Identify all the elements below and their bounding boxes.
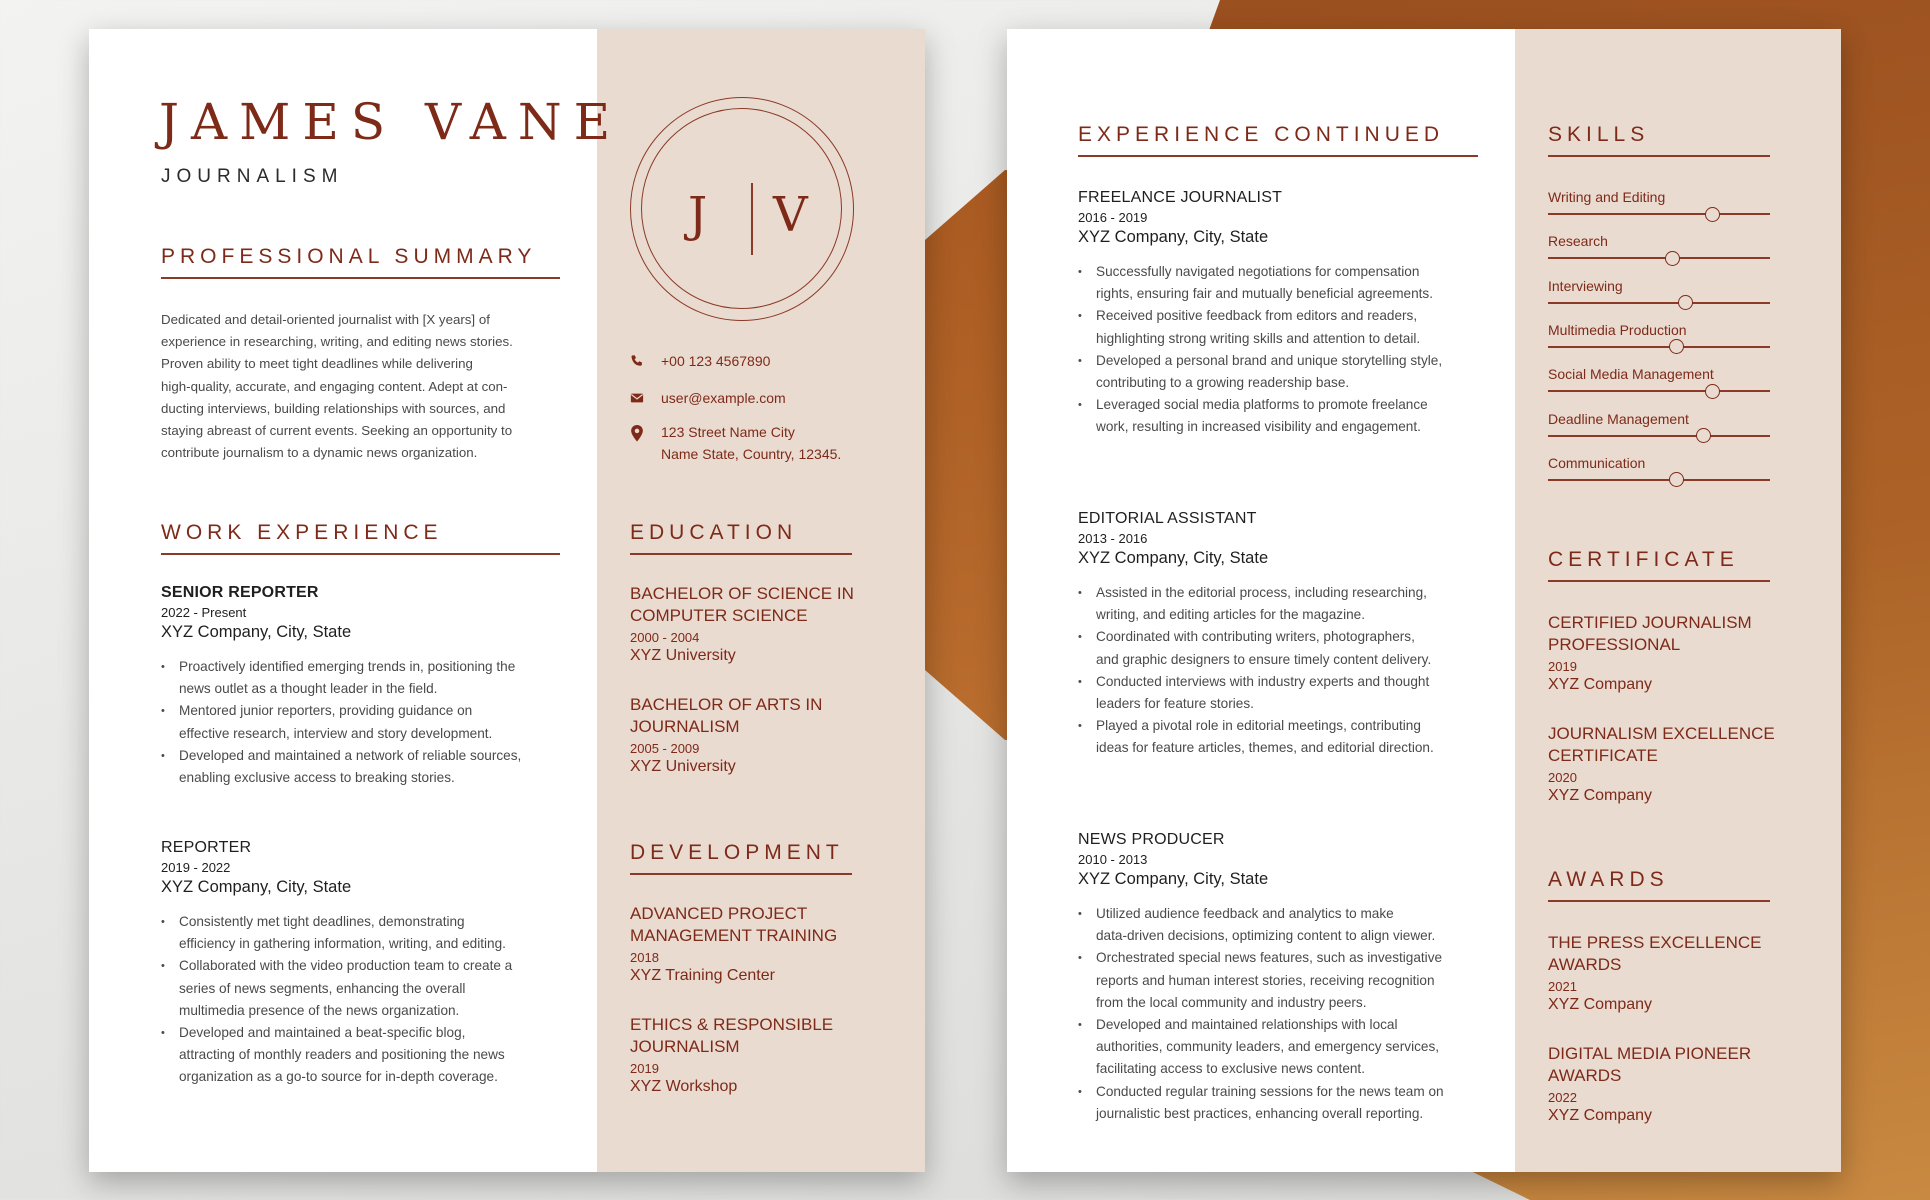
monogram-letter-right: V	[773, 187, 808, 243]
development-year: 2019	[630, 1061, 659, 1076]
contact-phone: +00 123 4567890	[661, 353, 771, 369]
skill-slider-track	[1548, 435, 1770, 437]
job-date: 2010 - 2013	[1078, 852, 1148, 867]
job-title: EDITORIAL ASSISTANT	[1078, 510, 1257, 527]
job-bullet: • Developed and maintained a beat-specific blog, attracting of monthly readers and positioning the news organization as a go-to source for in-depth coverage.	[161, 1022, 571, 1089]
award-issuer: XYZ Company	[1548, 996, 1653, 1013]
contact-address	[661, 421, 841, 465]
development-institution: XYZ Training Center	[630, 967, 775, 984]
certificate-year: 2020	[1548, 770, 1577, 785]
awards-divider	[1548, 900, 1770, 902]
job-bullets	[161, 656, 571, 789]
email-icon	[630, 391, 644, 405]
skill-label: Deadline Management	[1548, 410, 1689, 427]
job-bullets	[1078, 261, 1498, 439]
award-issuer: XYZ Company	[1548, 1107, 1653, 1124]
award-item: DIGITAL MEDIA PIONEER AWARDS 2022 XYZ Company	[1548, 1043, 1818, 1125]
job-bullet: • Successfully navigated negotiations for compensation rights, ensuring fair and mutually beneficial agreements.	[1078, 261, 1498, 305]
development-item: ETHICS & RESPONSIBLE JOURNALISM 2019 XYZ Workshop	[630, 1014, 890, 1096]
summary-line: high-quality, accurate, and engaging content. Adept at con-	[161, 378, 508, 394]
job-date: 2022 - Present	[161, 605, 247, 620]
job-news-producer	[1078, 831, 1498, 1125]
job-bullet: • Consistently met tight deadlines, demonstrating efficiency in gathering information, writing, and editing.	[161, 911, 571, 955]
skill-slider-knob	[1696, 428, 1711, 443]
job-company: XYZ Company, City, State	[1078, 228, 1269, 246]
job-bullet: • Developed a personal brand and unique storytelling style, contributing to a growing readership base.	[1078, 350, 1498, 394]
summary-line: staying abreast of current events. Seeking an opportunity to	[161, 423, 513, 439]
education-heading: EDUCATION	[630, 521, 798, 544]
summary-line: contribute journalism to a dynamic news organization.	[161, 445, 478, 461]
job-editorial-assistant	[1078, 510, 1498, 760]
job-bullet: • Assisted in the editorial process, including researching, writing, and editing articles for the magazine.	[1078, 582, 1498, 626]
skill-slider-knob	[1669, 339, 1684, 354]
job-company: XYZ Company, City, State	[161, 623, 352, 641]
job-date: 2019 - 2022	[161, 860, 231, 875]
skill-slider-track	[1548, 257, 1770, 259]
job-title: REPORTER	[161, 839, 252, 856]
location-pin-icon	[630, 425, 644, 442]
phone-icon	[630, 354, 644, 368]
awards-heading: AWARDS	[1548, 868, 1669, 891]
education-years: 2005 - 2009	[630, 741, 700, 756]
skills-heading: SKILLS	[1548, 123, 1650, 146]
job-bullet: • Orchestrated special news features, such as investigative reports and human interest stories, receiving recognition from the local community and industry peers.	[1078, 947, 1498, 1014]
job-date: 2016 - 2019	[1078, 210, 1148, 225]
job-bullet: • Collaborated with the video production team to create a series of news segments, enhancing the overall multimedia presence of the news organization.	[161, 955, 571, 1022]
job-company: XYZ Company, City, State	[1078, 870, 1269, 888]
skill-label: Writing and Editing	[1548, 189, 1666, 205]
certificate-year: 2019	[1548, 659, 1577, 674]
job-bullet: • Conducted interviews with industry experts and thought leaders for feature stories.	[1078, 671, 1498, 715]
summary-line: ducting interviews, building relationships with sources, and	[161, 400, 506, 416]
skill-slider-knob	[1669, 472, 1684, 487]
development-divider	[630, 873, 852, 875]
skill-slider-track	[1548, 390, 1770, 392]
job-freelance-journalist	[1078, 189, 1498, 439]
resume-page-2	[1007, 29, 1841, 1172]
skill-label: Research	[1548, 233, 1608, 250]
summary-line: experience in researching, writing, and editing news stories.	[161, 334, 513, 350]
job-bullets	[161, 911, 571, 1089]
experience-continued-heading: EXPERIENCE CONTINUED	[1078, 123, 1445, 146]
job-title: NEWS PRODUCER	[1078, 831, 1225, 848]
job-bullets	[1078, 582, 1498, 760]
job-bullet: • Developed and maintained a network of reliable sources, enabling exclusive access to breaking stories.	[161, 745, 571, 789]
development-institution: XYZ Workshop	[630, 1078, 738, 1095]
development-heading: DEVELOPMENT	[630, 841, 844, 864]
job-date: 2013 - 2016	[1078, 531, 1148, 546]
education-institution: XYZ University	[630, 647, 736, 664]
certificate-item: JOURNALISM EXCELLENCE CERTIFICATE 2020 XYZ Company	[1548, 723, 1818, 805]
certificate-item: CERTIFIED JOURNALISM PROFESSIONAL 2019 XYZ Company	[1548, 612, 1818, 694]
job-bullet: • Received positive feedback from editors and readers, highlighting strong writing skills and attention to detail.	[1078, 305, 1498, 349]
award-year: 2021	[1548, 979, 1577, 994]
summary-line: Dedicated and detail-oriented journalist with [X years] of	[161, 312, 490, 327]
skill-slider-knob	[1678, 295, 1693, 310]
job-bullet: • Developed and maintained relationships with local authorities, community leaders, and emergency services, facilitating access to exclusive news content.	[1078, 1014, 1498, 1081]
award-year: 2022	[1548, 1090, 1577, 1105]
education-item: BACHELOR OF ARTS IN JOURNALISM 2005 - 2009 XYZ University	[630, 694, 890, 776]
job-reporter	[161, 839, 571, 1089]
skill-label: Multimedia Production	[1548, 321, 1687, 338]
job-bullet: • Leveraged social media platforms to promote freelance work, resulting in increased visibility and engagement.	[1078, 394, 1498, 438]
job-title: FREELANCE JOURNALIST	[1078, 189, 1283, 206]
summary-line: Proven ability to meet tight deadlines while delivering	[161, 356, 473, 372]
candidate-role: JOURNALISM	[161, 166, 344, 187]
skill-slider-knob	[1705, 384, 1720, 399]
contact-email: user@example.com	[661, 390, 786, 406]
experience-continued-divider	[1078, 155, 1478, 157]
development-item: ADVANCED PROJECT MANAGEMENT TRAINING 2018 XYZ Training Center	[630, 903, 890, 985]
job-bullet: • Conducted regular training sessions for the news team on journalistic best practices, enhancing overall reporting.	[1078, 1081, 1498, 1125]
development-year: 2018	[630, 950, 659, 965]
skill-slider-track	[1548, 346, 1770, 348]
skills-divider	[1548, 155, 1770, 157]
job-bullet: • Mentored junior reporters, providing guidance on effective research, interview and story development.	[161, 700, 571, 744]
job-bullet: • Proactively identified emerging trends in, positioning the news outlet as a thought leader in the field.	[161, 656, 571, 700]
work-heading: WORK EXPERIENCE	[161, 521, 443, 544]
summary-text	[161, 309, 560, 464]
address-line: Name State, Country, 12345.	[661, 446, 842, 462]
certificate-issuer: XYZ Company	[1548, 676, 1653, 693]
skill-label: Communication	[1548, 454, 1646, 471]
certificate-divider	[1548, 580, 1770, 582]
monogram-logo	[630, 97, 854, 321]
education-divider	[630, 553, 852, 555]
job-bullet: • Coordinated with contributing writers, photographers, and graphic designers to ensure timely content delivery.	[1078, 626, 1498, 670]
resume-page-1	[89, 29, 925, 1172]
skill-slider-track	[1548, 213, 1770, 215]
education-item: BACHELOR OF SCIENCE IN COMPUTER SCIENCE 2000 - 2004 XYZ University	[630, 583, 890, 665]
job-bullets	[1078, 903, 1498, 1125]
job-company: XYZ Company, City, State	[161, 878, 352, 896]
education-institution: XYZ University	[630, 758, 736, 775]
summary-heading: PROFESSIONAL SUMMARY	[161, 245, 537, 268]
skill-slider-track	[1548, 302, 1770, 304]
skill-label: Social Media Management	[1548, 366, 1714, 383]
award-item: THE PRESS EXCELLENCE AWARDS 2021 XYZ Company	[1548, 932, 1818, 1014]
job-company: XYZ Company, City, State	[1078, 549, 1269, 567]
skill-slider-knob	[1665, 251, 1680, 266]
skill-slider-track	[1548, 479, 1770, 481]
skills-list	[1548, 189, 1770, 509]
candidate-name: JAMES VANE	[159, 93, 623, 151]
summary-divider	[161, 277, 560, 279]
skill-slider-knob	[1705, 207, 1720, 222]
job-bullet: • Played a pivotal role in editorial meetings, contributing ideas for feature articles, themes, and editorial direction.	[1078, 715, 1498, 759]
work-divider	[161, 553, 560, 555]
education-years: 2000 - 2004	[630, 630, 700, 645]
job-bullet: • Utilized audience feedback and analytics to make data-driven decisions, optimizing content to align viewer.	[1078, 903, 1498, 947]
job-title: SENIOR REPORTER	[161, 584, 319, 601]
monogram-divider	[751, 183, 753, 255]
job-senior-reporter	[161, 584, 571, 789]
skill-label: Interviewing	[1548, 277, 1623, 294]
address-line: 123 Street Name City	[661, 424, 795, 440]
certificate-heading: CERTIFICATE	[1548, 548, 1739, 571]
certificate-issuer: XYZ Company	[1548, 787, 1653, 804]
monogram-letter-left: J	[688, 187, 708, 243]
